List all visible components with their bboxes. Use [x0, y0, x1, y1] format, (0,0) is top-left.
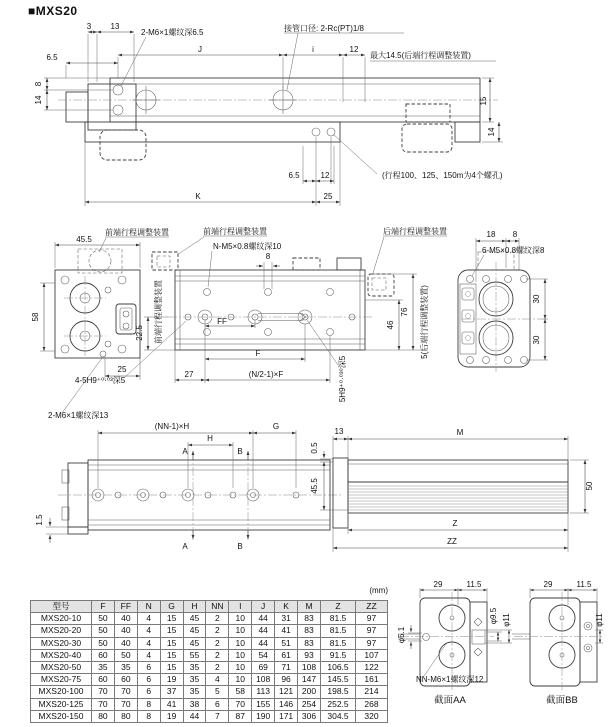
section-label-B-top: B	[237, 447, 243, 456]
value-cell: 51	[275, 637, 298, 649]
dim-8-rear: 8	[512, 230, 518, 239]
value-cell: 146	[275, 698, 298, 710]
value-cell: 106.5	[321, 662, 356, 674]
stroke-hole-note: (行程100、125、150m为4个螺孔)	[382, 171, 503, 180]
dim-6-5-left: 6.5	[46, 53, 58, 62]
value-cell: 35	[183, 662, 206, 674]
value-cell: 54	[252, 649, 275, 661]
value-cell: 31	[275, 613, 298, 625]
col-header: J	[252, 601, 275, 613]
section-bb	[512, 580, 604, 706]
value-cell: 40	[114, 613, 137, 625]
dim-58: 58	[31, 312, 40, 322]
dim-30-upper: 30	[532, 294, 541, 304]
value-cell: 8	[137, 698, 160, 710]
dim-J: J	[198, 45, 202, 54]
dim-NF: (N/2-1)×F	[248, 370, 284, 379]
dim-G: G	[272, 422, 280, 431]
table-row	[31, 686, 388, 698]
value-cell: 58	[229, 686, 252, 698]
value-cell: 93	[298, 649, 321, 661]
rear-end-view	[458, 230, 548, 372]
value-cell: 83	[298, 637, 321, 649]
value-cell: 6	[137, 674, 160, 686]
middle-views	[0, 222, 608, 422]
value-cell: 81.5	[321, 637, 356, 649]
col-header: K	[275, 601, 298, 613]
model-cell: MXS20-20	[31, 625, 92, 637]
value-cell: 70	[229, 698, 252, 710]
value-cell: 44	[252, 637, 275, 649]
value-cell: 190	[252, 710, 275, 722]
value-cell: 6	[206, 698, 229, 710]
value-cell: 214	[356, 686, 388, 698]
dim-1-5: 1.5	[35, 514, 44, 526]
value-cell: 44	[183, 710, 206, 722]
value-cell: 35	[183, 674, 206, 686]
value-cell: 2	[206, 625, 229, 637]
value-cell: 4	[206, 674, 229, 686]
thread-note-top: 2-M6×1螺纹深6.5	[141, 28, 204, 37]
value-cell: 19	[160, 674, 183, 686]
port-note: 接管口径: 2-Rc(PT)1/8	[284, 24, 365, 33]
value-cell: 70	[114, 686, 137, 698]
top-view-outline	[58, 78, 498, 160]
value-cell: 35	[183, 686, 206, 698]
section-label-A-bottom: A	[182, 542, 188, 551]
value-cell: 161	[356, 674, 388, 686]
value-cell: 55	[183, 649, 206, 661]
value-cell: 71	[275, 662, 298, 674]
model-cell: MXS20-30	[31, 637, 92, 649]
value-cell: 5	[206, 686, 229, 698]
dim-6-5-bottom: 6.5	[288, 171, 300, 180]
value-cell: 41	[275, 625, 298, 637]
value-cell: 10	[229, 637, 252, 649]
dim-15: 15	[479, 96, 488, 106]
lower-views	[0, 418, 608, 585]
dim-8-side: 8	[265, 252, 271, 261]
value-cell: 10	[229, 649, 252, 661]
value-cell: 155	[252, 698, 275, 710]
value-cell: 45	[183, 637, 206, 649]
value-cell: 6	[137, 662, 160, 674]
col-header: I	[229, 601, 252, 613]
value-cell: 83	[298, 613, 321, 625]
dim-14-left: 14	[34, 95, 43, 105]
value-cell: 45	[183, 613, 206, 625]
dim-14-right: 14	[487, 127, 496, 137]
dim-50: 50	[585, 481, 594, 491]
table-row	[31, 698, 388, 710]
dim-8-left: 8	[34, 81, 43, 87]
dim-3: 3	[86, 22, 92, 31]
col-header: M	[298, 601, 321, 613]
aa-thread-note: NN-M6×1螺纹深12	[416, 675, 484, 684]
value-cell: 15	[160, 662, 183, 674]
value-cell: 15	[160, 637, 183, 649]
value-cell: 70	[92, 686, 115, 698]
dim-45-5-profile: 45.5	[310, 478, 319, 494]
value-cell: 4	[137, 625, 160, 637]
top-view-dimensions	[34, 22, 503, 206]
dimension-table	[30, 600, 388, 723]
section-label-A-top: A	[182, 447, 188, 456]
value-cell: 108	[252, 674, 275, 686]
dimension-table-grid	[30, 600, 388, 723]
value-cell: 2	[206, 649, 229, 661]
dim-30-lower: 30	[532, 335, 541, 345]
value-cell: 91.5	[321, 649, 356, 661]
value-cell: 254	[298, 698, 321, 710]
dim-13-profile: 13	[334, 427, 344, 436]
value-cell: 10	[229, 613, 252, 625]
value-cell: 97	[356, 637, 388, 649]
value-cell: 87	[229, 710, 252, 722]
value-cell: 108	[298, 662, 321, 674]
value-cell: 8	[137, 710, 160, 722]
top-view	[0, 18, 608, 223]
value-cell: 45	[183, 625, 206, 637]
value-cell: 107	[356, 649, 388, 661]
value-cell: 252.5	[321, 698, 356, 710]
dim-H: H	[207, 434, 213, 443]
bottom-view	[35, 422, 342, 551]
table-header-row	[31, 601, 388, 613]
section-bb-caption: 截面BB	[546, 695, 578, 706]
value-cell: 304.5	[321, 710, 356, 722]
value-cell: 37	[160, 686, 183, 698]
value-cell: 15	[160, 613, 183, 625]
max-stroke-note: 最大14.5(后端行程调整装置)	[370, 51, 471, 60]
page-title: ■MXS20	[28, 4, 78, 18]
value-cell: 2	[206, 662, 229, 674]
value-cell: 19	[160, 710, 183, 722]
col-header: H	[183, 601, 206, 613]
top-view-holes	[113, 85, 335, 136]
value-cell: 10	[229, 674, 252, 686]
dim-13: 13	[110, 22, 120, 31]
value-cell: 97	[356, 625, 388, 637]
value-cell: 6	[137, 686, 160, 698]
dim-0-5: 0.5	[310, 442, 319, 454]
value-cell: 70	[92, 698, 115, 710]
dim-F: F	[255, 349, 261, 358]
value-cell: 61	[275, 649, 298, 661]
rear-adjuster-note: 后端行程调整装置	[383, 227, 447, 236]
dim-ZZ: ZZ	[447, 537, 457, 546]
thread-note-end: 2-M6×1螺纹深13	[48, 411, 109, 420]
dim-FF: FF	[217, 317, 227, 326]
value-cell: 70	[114, 698, 137, 710]
col-header: G	[160, 601, 183, 613]
dim-12: 12	[349, 45, 359, 54]
value-cell: 268	[356, 698, 388, 710]
model-cell: MXS20-125	[31, 698, 92, 710]
value-cell: 60	[114, 674, 137, 686]
value-cell: 40	[114, 637, 137, 649]
aa-dia-5-1: φ5.1	[397, 626, 406, 644]
value-cell: 320	[356, 710, 388, 722]
dim-Z: Z	[452, 519, 458, 528]
dim-25-end: 25	[117, 365, 127, 374]
aa-dim-11-5: 11.5	[466, 580, 482, 589]
keyway-note: 4-5H9⁺⁰·⁰³深5	[75, 376, 126, 385]
model-cell: MXS20-150	[31, 710, 92, 722]
value-cell: 81.5	[321, 625, 356, 637]
value-cell: 113	[252, 686, 275, 698]
dim-NNH: (NN-1)×H	[154, 422, 190, 431]
value-cell: 171	[275, 710, 298, 722]
value-cell: 80	[114, 710, 137, 722]
value-cell: 200	[298, 686, 321, 698]
col-header: F	[92, 601, 115, 613]
value-cell: 306	[298, 710, 321, 722]
col-header: ZZ	[356, 601, 388, 613]
bb-dia-11: φ11	[595, 613, 604, 627]
table-row	[31, 613, 388, 625]
aa-dim-29: 29	[433, 580, 443, 589]
value-cell: 121	[275, 686, 298, 698]
dim-i: i	[312, 45, 314, 54]
col-header: NN	[206, 601, 229, 613]
model-cell: MXS20-10	[31, 613, 92, 625]
value-cell: 80	[92, 710, 115, 722]
value-cell: 60	[92, 649, 115, 661]
bb-dim-29: 29	[543, 580, 553, 589]
value-cell: 35	[92, 662, 115, 674]
value-cell: 97	[356, 613, 388, 625]
col-header: 型号	[31, 601, 92, 613]
col-header: N	[137, 601, 160, 613]
rear-adjuster-vertical-label: 5(后端行程调整装置)	[420, 285, 429, 359]
section-aa-caption: 截面AA	[434, 695, 466, 706]
aa-dia-9-5: φ9.5	[489, 607, 498, 625]
value-cell: 7	[206, 710, 229, 722]
value-cell: 50	[114, 649, 137, 661]
value-cell: 15	[160, 625, 183, 637]
value-cell: 147	[298, 674, 321, 686]
value-cell: 198.5	[321, 686, 356, 698]
value-cell: 40	[114, 625, 137, 637]
value-cell: 2	[206, 637, 229, 649]
side-front-adjuster-note: 前端行程调整装置	[203, 227, 267, 236]
table-row	[31, 649, 388, 661]
value-cell: 81.5	[321, 613, 356, 625]
value-cell: 96	[275, 674, 298, 686]
front-end-view	[31, 227, 169, 420]
table-row	[31, 710, 388, 722]
value-cell: 122	[356, 662, 388, 674]
value-cell: 44	[252, 613, 275, 625]
bb-dim-11-5: 11.5	[576, 580, 592, 589]
value-cell: 10	[229, 662, 252, 674]
section-views	[390, 578, 608, 727]
value-cell: 10	[229, 625, 252, 637]
value-cell: 38	[183, 698, 206, 710]
value-cell: 2	[206, 613, 229, 625]
rear-thread-note: 6-M5×0.8螺纹深8	[482, 246, 545, 255]
model-cell: MXS20-40	[31, 649, 92, 661]
value-cell: 44	[252, 625, 275, 637]
value-cell: 4	[137, 649, 160, 661]
value-cell: 4	[137, 613, 160, 625]
table-row	[31, 637, 388, 649]
dim-25: 25	[323, 192, 333, 201]
front-adjuster-vertical-label: 前端行程调整装置	[154, 280, 163, 344]
dim-18: 18	[486, 230, 496, 239]
dim-46: 46	[386, 320, 395, 330]
table-row	[31, 662, 388, 674]
aa-dia-11: φ11	[502, 613, 511, 627]
profile-view	[310, 427, 594, 552]
front-adjuster-note: 前端行程调整装置	[105, 228, 169, 237]
value-cell: 15	[160, 649, 183, 661]
value-cell: 83	[298, 625, 321, 637]
dim-76: 76	[400, 307, 409, 317]
side-thread-note: N-M5×0.8螺纹深10	[213, 242, 282, 251]
value-cell: 60	[92, 674, 115, 686]
section-aa	[397, 580, 512, 706]
value-cell: 145.5	[321, 674, 356, 686]
col-header: Z	[321, 601, 356, 613]
model-cell: MXS20-50	[31, 662, 92, 674]
table-row	[31, 674, 388, 686]
unit-note: (mm)	[369, 586, 388, 595]
table-row	[31, 625, 388, 637]
value-cell: 50	[92, 613, 115, 625]
section-label-B-bottom: B	[237, 542, 243, 551]
dim-12-bottom: 12	[320, 171, 330, 180]
dim-M: M	[456, 428, 464, 437]
value-cell: 50	[92, 625, 115, 637]
model-cell: MXS20-100	[31, 686, 92, 698]
keyway-note-vertical: 5H9⁺⁰·⁰³⁰深5	[338, 355, 347, 403]
port-hole-icon	[269, 86, 297, 114]
dim-27: 27	[184, 370, 194, 379]
value-cell: 35	[114, 662, 137, 674]
model-cell: MXS20-75	[31, 674, 92, 686]
value-cell: 4	[137, 637, 160, 649]
dim-45-5: 45.5	[76, 235, 92, 244]
dim-22-5: 22.5	[135, 325, 144, 341]
value-cell: 41	[160, 698, 183, 710]
dim-K: K	[195, 192, 201, 201]
col-header: FF	[114, 601, 137, 613]
value-cell: 69	[252, 662, 275, 674]
value-cell: 50	[92, 637, 115, 649]
